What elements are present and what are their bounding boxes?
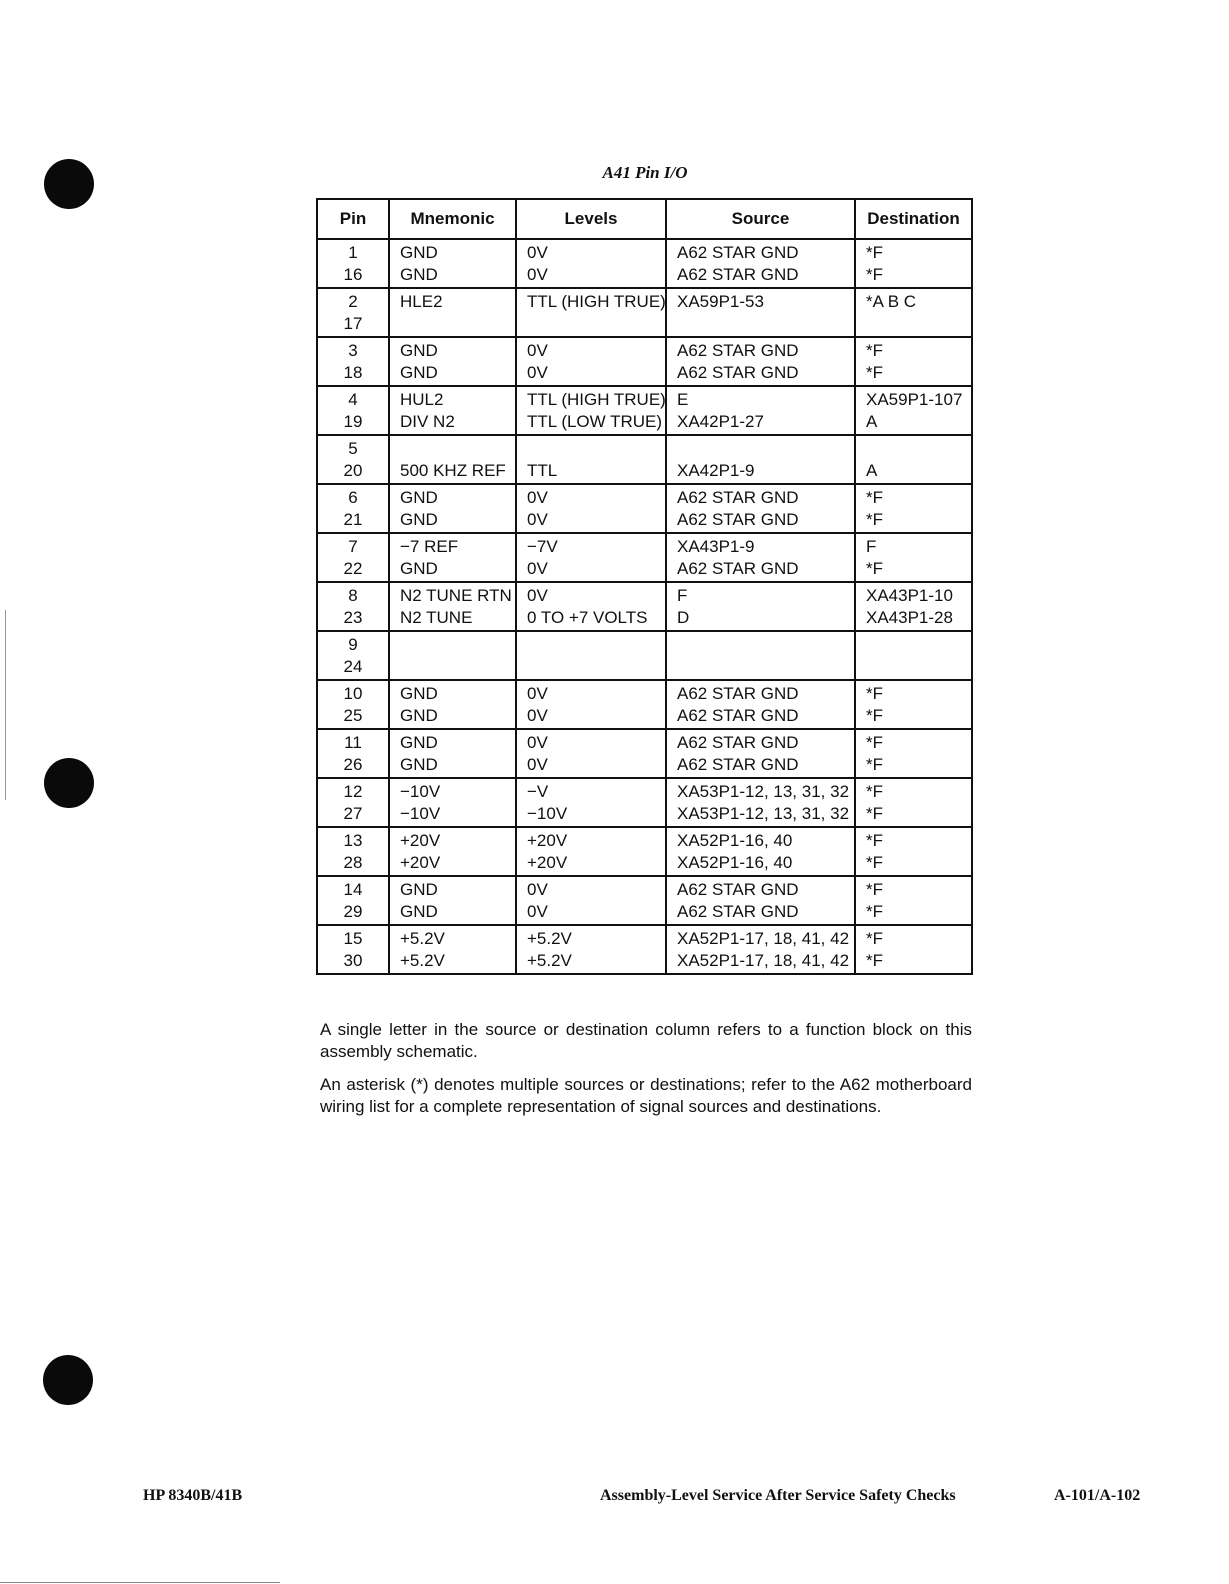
table-row	[317, 435, 972, 484]
levels-line: −7V	[527, 537, 558, 556]
cell-levels	[516, 680, 666, 729]
cell-mnemonic	[389, 680, 516, 729]
pin-line: 21	[343, 510, 363, 529]
mnemonic-line: GND	[400, 510, 438, 529]
destination-line: *F	[866, 559, 883, 578]
binder-hole	[43, 1355, 93, 1405]
destination-line	[866, 634, 971, 656]
cell-destination	[855, 729, 972, 778]
destination-line	[866, 656, 971, 678]
table-title: A41 Pin I/O	[602, 163, 688, 182]
levels-line: TTL (LOW TRUE)	[527, 412, 663, 431]
source-line: XA53P1-12, 13, 31, 32	[677, 782, 850, 801]
levels-line: 0V	[527, 363, 548, 382]
pin-line: 25	[343, 706, 363, 725]
cell-pin	[317, 778, 389, 827]
levels-line: 0V	[527, 880, 548, 899]
destination-line: A	[866, 461, 878, 480]
cell-pin	[317, 337, 389, 386]
levels-line: 0V	[527, 755, 548, 774]
cell-mnemonic	[389, 778, 516, 827]
destination-line: *F	[866, 755, 883, 774]
destination-line: *F	[866, 706, 883, 725]
levels-line	[527, 438, 665, 460]
binder-hole	[44, 758, 94, 808]
cell-levels	[516, 484, 666, 533]
source-line: A62 STAR GND	[677, 755, 799, 774]
destination-line: *F	[866, 782, 883, 801]
levels-line: +5.2V	[527, 929, 572, 948]
pin-line: 30	[343, 951, 363, 970]
levels-line: +20V	[527, 853, 568, 872]
source-line: A62 STAR GND	[677, 733, 799, 752]
table-row	[317, 582, 972, 631]
pin-line: 5	[348, 439, 358, 458]
pin-line: 7	[348, 537, 358, 556]
table-row	[317, 925, 972, 974]
mnemonic-line: DIV N2	[400, 412, 455, 431]
levels-line: 0V	[527, 586, 548, 605]
levels-line: 0V	[527, 510, 548, 529]
destination-line: A	[866, 412, 878, 431]
pin-line: 1	[348, 243, 358, 262]
source-line: D	[677, 608, 690, 627]
source-line	[677, 634, 854, 656]
cell-pin	[317, 876, 389, 925]
cell-pin	[317, 729, 389, 778]
source-line: A62 STAR GND	[677, 510, 799, 529]
source-line	[677, 438, 854, 460]
note-single-letter: A single letter in the source or destination column refers to a function block on this assembly schematic.	[320, 1020, 972, 1061]
pin-line: 28	[343, 853, 363, 872]
mnemonic-line	[400, 634, 515, 656]
destination-line: *F	[866, 733, 883, 752]
cell-mnemonic	[389, 925, 516, 974]
destination-line: F	[866, 537, 877, 556]
cell-levels	[516, 876, 666, 925]
pin-line: 20	[343, 461, 363, 480]
cell-source	[666, 827, 855, 876]
pin-line: 17	[343, 314, 363, 333]
source-line: A62 STAR GND	[677, 265, 799, 284]
pin-line: 2	[348, 292, 358, 311]
source-line	[677, 313, 854, 335]
mnemonic-line	[400, 656, 515, 678]
table-row	[317, 533, 972, 582]
table-row	[317, 876, 972, 925]
source-line: XA52P1-17, 18, 41, 42	[677, 929, 850, 948]
destination-line: XA43P1-10	[866, 586, 953, 605]
pin-line: 16	[343, 265, 363, 284]
source-line: A62 STAR GND	[677, 559, 799, 578]
levels-line: TTL (HIGH TRUE)	[527, 292, 666, 311]
destination-line: *F	[866, 853, 883, 872]
header-source: Source	[666, 199, 855, 239]
cell-mnemonic	[389, 729, 516, 778]
footer-model: HP 8340B/41B	[143, 1487, 243, 1504]
destination-line: XA59P1-107	[866, 390, 963, 409]
pin-line: 18	[343, 363, 363, 382]
cell-source	[666, 484, 855, 533]
destination-line: *F	[866, 684, 883, 703]
cell-source	[666, 729, 855, 778]
levels-line: −10V	[527, 804, 568, 823]
levels-line: 0 TO +7 VOLTS	[527, 608, 648, 627]
source-line: XA52P1-16, 40	[677, 831, 793, 850]
pin-line: 23	[343, 608, 363, 627]
cell-source	[666, 925, 855, 974]
destination-line: *F	[866, 951, 883, 970]
levels-line: 0V	[527, 684, 548, 703]
destination-line: *F	[866, 902, 883, 921]
cell-levels	[516, 729, 666, 778]
cell-destination	[855, 435, 972, 484]
destination-line: *F	[866, 488, 883, 507]
levels-line	[527, 656, 665, 678]
destination-line	[866, 438, 971, 460]
cell-source	[666, 435, 855, 484]
levels-line: TTL	[527, 461, 558, 480]
levels-line: TTL (HIGH TRUE)	[527, 390, 666, 409]
levels-line: 0V	[527, 706, 548, 725]
cell-mnemonic	[389, 582, 516, 631]
cell-destination	[855, 925, 972, 974]
mnemonic-line: GND	[400, 902, 438, 921]
pin-line: 15	[343, 929, 363, 948]
cell-pin	[317, 925, 389, 974]
cell-source	[666, 337, 855, 386]
pin-line: 14	[343, 880, 363, 899]
destination-line: *A B C	[866, 292, 917, 311]
mnemonic-line: GND	[400, 488, 438, 507]
cell-mnemonic	[389, 337, 516, 386]
mnemonic-line: N2 TUNE RTN	[400, 586, 512, 605]
cell-pin	[317, 631, 389, 680]
pin-line: 3	[348, 341, 358, 360]
cell-source	[666, 239, 855, 288]
cell-levels	[516, 827, 666, 876]
cell-mnemonic	[389, 435, 516, 484]
cell-levels	[516, 337, 666, 386]
cell-source	[666, 680, 855, 729]
levels-line: 0V	[527, 243, 548, 262]
cell-mnemonic	[389, 631, 516, 680]
destination-line: *F	[866, 831, 883, 850]
cell-pin	[317, 386, 389, 435]
cell-source	[666, 288, 855, 337]
cell-pin	[317, 288, 389, 337]
cell-pin	[317, 484, 389, 533]
table-row	[317, 680, 972, 729]
levels-line	[527, 634, 665, 656]
mnemonic-line: GND	[400, 341, 438, 360]
mnemonic-line: 500 KHZ REF	[400, 461, 506, 480]
cell-destination	[855, 484, 972, 533]
source-line: XA52P1-17, 18, 41, 42	[677, 951, 850, 970]
cell-mnemonic	[389, 386, 516, 435]
cell-mnemonic	[389, 876, 516, 925]
source-line: A62 STAR GND	[677, 880, 799, 899]
levels-line: +20V	[527, 831, 568, 850]
source-line: XA42P1-27	[677, 412, 764, 431]
footer-page-number: A-101/A-102	[1054, 1487, 1141, 1504]
source-line: A62 STAR GND	[677, 341, 799, 360]
mnemonic-line: GND	[400, 755, 438, 774]
mnemonic-line: +5.2V	[400, 929, 445, 948]
cell-mnemonic	[389, 827, 516, 876]
mnemonic-line: +20V	[400, 853, 441, 872]
cell-levels	[516, 925, 666, 974]
cell-destination	[855, 386, 972, 435]
pin-line: 11	[344, 733, 362, 752]
pin-line: 22	[343, 559, 363, 578]
cell-destination	[855, 533, 972, 582]
source-line: A62 STAR GND	[677, 706, 799, 725]
destination-line: XA43P1-28	[866, 608, 953, 627]
pin-line: 8	[348, 586, 358, 605]
levels-line: 0V	[527, 902, 548, 921]
pin-line: 6	[348, 488, 358, 507]
cell-pin	[317, 435, 389, 484]
cell-source	[666, 876, 855, 925]
cell-destination	[855, 288, 972, 337]
cell-destination	[855, 876, 972, 925]
levels-line: +5.2V	[527, 951, 572, 970]
cell-source	[666, 533, 855, 582]
cell-levels	[516, 631, 666, 680]
pin-line: 29	[343, 902, 363, 921]
mnemonic-line: GND	[400, 559, 438, 578]
destination-line: *F	[866, 363, 883, 382]
levels-line: −V	[527, 782, 549, 801]
cell-mnemonic	[389, 288, 516, 337]
source-line	[677, 656, 854, 678]
cell-levels	[516, 778, 666, 827]
source-line: A62 STAR GND	[677, 363, 799, 382]
mnemonic-line: GND	[400, 265, 438, 284]
pin-line: 12	[343, 782, 363, 801]
destination-line	[866, 313, 971, 335]
source-line: XA52P1-16, 40	[677, 853, 793, 872]
mnemonic-line: GND	[400, 243, 438, 262]
cell-destination	[855, 680, 972, 729]
cell-destination	[855, 631, 972, 680]
table-row	[317, 827, 972, 876]
source-line: XA53P1-12, 13, 31, 32	[677, 804, 850, 823]
levels-line: 0V	[527, 488, 548, 507]
mnemonic-line: GND	[400, 363, 438, 382]
cell-pin	[317, 533, 389, 582]
source-line: A62 STAR GND	[677, 488, 799, 507]
pin-line: 19	[343, 412, 363, 431]
table-row	[317, 631, 972, 680]
cell-levels	[516, 288, 666, 337]
levels-line: 0V	[527, 265, 548, 284]
cell-destination	[855, 337, 972, 386]
scan-bottom-rule	[0, 1582, 280, 1583]
cell-destination	[855, 239, 972, 288]
cell-destination	[855, 827, 972, 876]
destination-line: *F	[866, 243, 883, 262]
pin-line: 9	[348, 635, 358, 654]
cell-destination	[855, 778, 972, 827]
destination-line: *F	[866, 804, 883, 823]
source-line: XA43P1-9	[677, 537, 755, 556]
binder-hole	[44, 159, 94, 209]
mnemonic-line: −7 REF	[400, 537, 459, 556]
mnemonic-line: −10V	[400, 782, 441, 801]
source-line: XA59P1-53	[677, 292, 764, 311]
levels-line	[527, 313, 665, 335]
table-row	[317, 729, 972, 778]
header-levels: Levels	[516, 199, 666, 239]
destination-line: *F	[866, 929, 883, 948]
cell-source	[666, 631, 855, 680]
destination-line: *F	[866, 265, 883, 284]
cell-levels	[516, 386, 666, 435]
pin-line: 13	[343, 831, 363, 850]
source-line: A62 STAR GND	[677, 684, 799, 703]
cell-mnemonic	[389, 484, 516, 533]
table-row	[317, 288, 972, 337]
header-pin: Pin	[317, 199, 389, 239]
mnemonic-line: GND	[400, 684, 438, 703]
cell-source	[666, 386, 855, 435]
cell-levels	[516, 533, 666, 582]
levels-line: 0V	[527, 341, 548, 360]
cell-levels	[516, 582, 666, 631]
cell-pin	[317, 582, 389, 631]
source-line: A62 STAR GND	[677, 902, 799, 921]
header-mnemonic: Mnemonic	[389, 199, 516, 239]
mnemonic-line: −10V	[400, 804, 441, 823]
cell-source	[666, 778, 855, 827]
source-line: F	[677, 586, 688, 605]
source-line: E	[677, 390, 689, 409]
header-destination: Destination	[855, 199, 972, 239]
table-row	[317, 386, 972, 435]
levels-line: 0V	[527, 559, 548, 578]
mnemonic-line: N2 TUNE	[400, 608, 473, 627]
mnemonic-line: GND	[400, 880, 438, 899]
pin-io-table	[316, 198, 973, 975]
mnemonic-line: +20V	[400, 831, 441, 850]
cell-levels	[516, 435, 666, 484]
table-row	[317, 778, 972, 827]
destination-line: *F	[866, 510, 883, 529]
levels-line: 0V	[527, 733, 548, 752]
source-line: XA42P1-9	[677, 461, 755, 480]
source-line: A62 STAR GND	[677, 243, 799, 262]
pin-line: 27	[343, 804, 363, 823]
footer-section: Assembly-Level Service After Service Safety Checks	[600, 1487, 956, 1504]
table-row	[317, 484, 972, 533]
mnemonic-line	[400, 313, 515, 335]
cell-mnemonic	[389, 533, 516, 582]
cell-source	[666, 582, 855, 631]
mnemonic-line: GND	[400, 733, 438, 752]
note-asterisk: An asterisk (*) denotes multiple sources or destinations; refer to the A62 motherboard wiring list for a complete representation of signal sources and destinations.	[320, 1075, 972, 1116]
mnemonic-line	[400, 438, 515, 460]
mnemonic-line: +5.2V	[400, 951, 445, 970]
cell-pin	[317, 239, 389, 288]
mnemonic-line: HLE2	[400, 292, 443, 311]
cell-pin	[317, 827, 389, 876]
pin-line: 4	[348, 390, 358, 409]
destination-line: *F	[866, 341, 883, 360]
pin-line: 10	[343, 684, 363, 703]
destination-line: *F	[866, 880, 883, 899]
mnemonic-line: HUL2	[400, 390, 444, 409]
pin-line: 26	[343, 755, 363, 774]
cell-destination	[855, 582, 972, 631]
table-header-row	[317, 199, 972, 239]
mnemonic-line: GND	[400, 706, 438, 725]
cell-mnemonic	[389, 239, 516, 288]
cell-levels	[516, 239, 666, 288]
cell-pin	[317, 680, 389, 729]
table-row	[317, 239, 972, 288]
scan-edge-line	[5, 610, 6, 800]
table-row	[317, 337, 972, 386]
pin-line: 24	[343, 657, 363, 676]
